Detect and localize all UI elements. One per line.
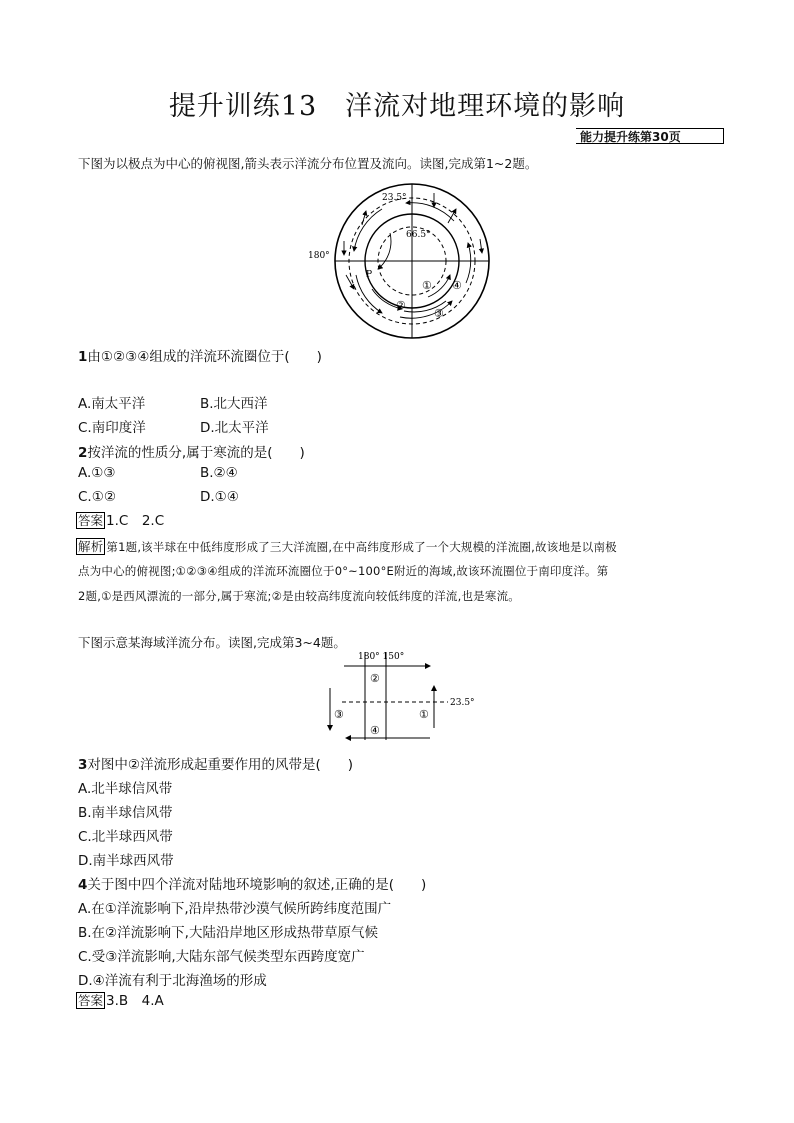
analysis-line-1: 解析 第1题,该半球在中低纬度形成了三大洋流圈,在中高纬度形成了一个大规模的洋流圈,故该地是以南极 bbox=[78, 539, 617, 554]
question-2: 2按洋流的性质分,属于寒流的是( ) bbox=[78, 445, 305, 461]
polar-view-figure bbox=[300, 183, 500, 343]
label-lat: 23.5° bbox=[450, 698, 475, 708]
q2-option-a[interactable]: A.①③ bbox=[78, 465, 116, 481]
q3-option-c[interactable]: C.北半球西风带 bbox=[78, 829, 173, 845]
answer-1: 答案 1.C 2.C bbox=[78, 513, 165, 529]
question-3: 3对图中②洋流形成起重要作用的风带是( ) bbox=[78, 757, 354, 773]
marker-1: ① bbox=[422, 279, 432, 292]
q4-option-d[interactable]: D.④洋流有利于北海渔场的形成 bbox=[78, 973, 267, 989]
label-p: P bbox=[366, 270, 373, 280]
label-23-5: 23.5° bbox=[382, 193, 407, 203]
ocean-current-figure bbox=[320, 648, 490, 744]
answer-label: 答案 bbox=[78, 513, 104, 528]
section-tag: 能力提升练第30页 bbox=[576, 128, 724, 144]
q3-option-a[interactable]: A.北半球信风带 bbox=[78, 781, 173, 797]
marker-1: ① bbox=[419, 708, 429, 721]
q4-option-c[interactable]: C.受③洋流影响,大陆东部气候类型东西跨度宽广 bbox=[78, 949, 365, 965]
q2-option-c[interactable]: C.①② bbox=[78, 489, 116, 505]
analysis-label: 解析 bbox=[78, 539, 104, 554]
answer-label: 答案 bbox=[78, 993, 104, 1008]
marker-3: ③ bbox=[334, 708, 344, 721]
marker-2: ② bbox=[370, 672, 380, 685]
q3-option-b[interactable]: B.南半球信风带 bbox=[78, 805, 173, 821]
q1-option-c[interactable]: C.南印度洋 bbox=[78, 420, 146, 436]
marker-4: ④ bbox=[370, 724, 380, 737]
analysis-line-3: 2题,①是西风漂流的一部分,属于寒流;②是由较高纬度流向较低纬度的洋流,也是寒流。 bbox=[78, 589, 520, 603]
answer-2: 答案 3.B 4.A bbox=[78, 993, 164, 1009]
q2-option-d[interactable]: D.①④ bbox=[200, 489, 239, 505]
marker-3: ③ bbox=[434, 307, 444, 320]
q4-option-a[interactable]: A.在①洋流影响下,沿岸热带沙漠气候所跨纬度范围广 bbox=[78, 901, 392, 917]
marker-4: ④ bbox=[452, 279, 462, 292]
q1-option-b[interactable]: B.北大西洋 bbox=[200, 396, 268, 412]
page-title: 提升训练13 洋流对地理环境的影响 bbox=[168, 91, 626, 122]
q4-option-b[interactable]: B.在②洋流影响下,大陆沿岸地区形成热带草原气候 bbox=[78, 925, 378, 941]
label-180: 180° bbox=[308, 251, 330, 261]
q1-option-d[interactable]: D.北太平洋 bbox=[200, 420, 269, 436]
analysis-line-2: 点为中心的俯视图;①②③④组成的洋流环流圈位于0°~100°E附近的海域,故该环流圈位于南印度洋。第 bbox=[78, 564, 609, 578]
q2-option-b[interactable]: B.②④ bbox=[200, 465, 238, 481]
intro-text-2: 下图示意某海域洋流分布。读图,完成第3~4题。 bbox=[78, 635, 346, 650]
question-1: 1由①②③④组成的洋流环流圈位于( ) bbox=[78, 349, 322, 365]
intro-text: 下图为以极点为中心的俯视图,箭头表示洋流分布位置及流向。读图,完成第1~2题。 bbox=[78, 156, 538, 171]
q1-option-a[interactable]: A.南太平洋 bbox=[78, 396, 146, 412]
label-66-5: 66.5° bbox=[406, 230, 431, 240]
marker-2: ② bbox=[396, 299, 406, 312]
label-lon: 180° 150° bbox=[358, 652, 405, 662]
q3-option-d[interactable]: D.南半球西风带 bbox=[78, 853, 174, 869]
question-4: 4关于图中四个洋流对陆地环境影响的叙述,正确的是( ) bbox=[78, 877, 427, 893]
